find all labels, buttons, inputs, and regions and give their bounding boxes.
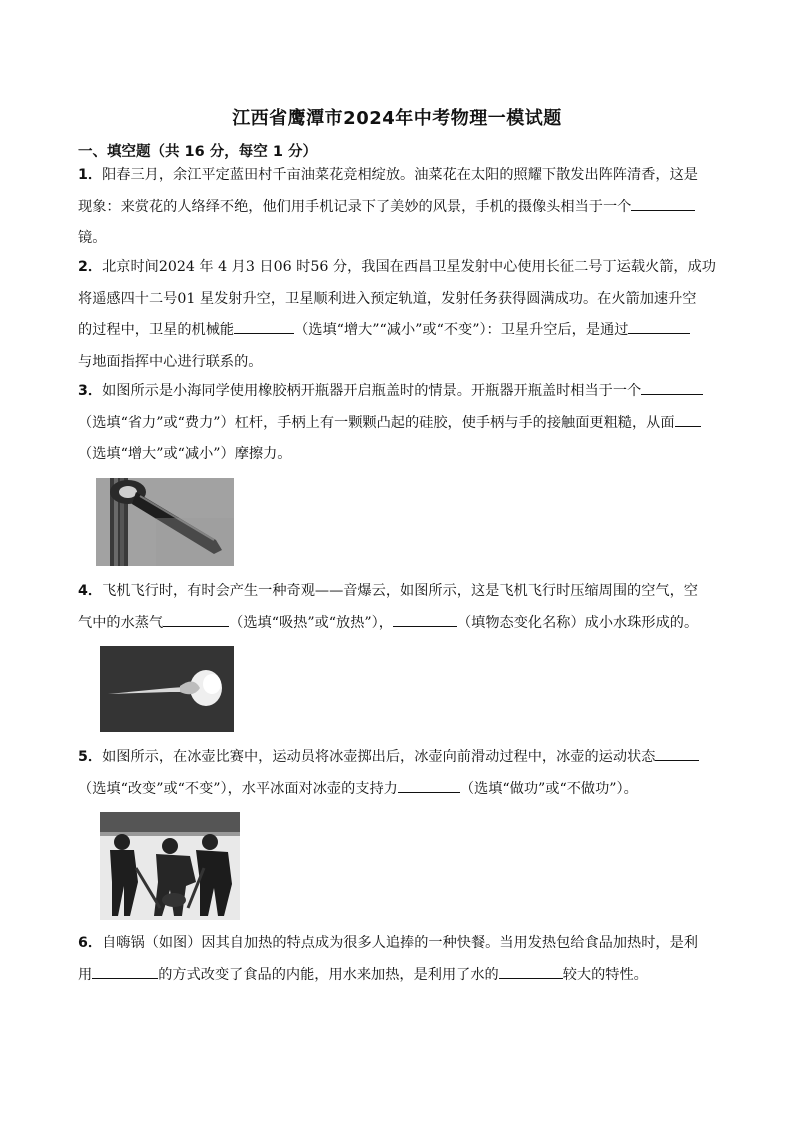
question-text: 阳春三月，余江平定蓝田村千亩油菜花竞相绽放。油菜花在太阳的照耀下散发出阵阵清香，这是	[102, 167, 698, 183]
question-number: 5．	[78, 749, 103, 765]
question-text: 如图所示，在冰壶比赛中，运动员将冰壶掷出后，冰壶向前滑动过程中，冰壶的运动状态	[102, 749, 656, 765]
question-3	[78, 376, 718, 471]
bottle-opener-photo	[96, 478, 234, 566]
question-text: （选填“吸热”或“放热”），	[229, 614, 393, 631]
answer-blank[interactable]	[234, 319, 294, 334]
answer-blank[interactable]	[398, 778, 460, 793]
question-text: （选填“做功”或“不做功”）。	[459, 780, 638, 797]
question-text: 气中的水蒸气	[78, 614, 164, 631]
question-text: 飞机飞行时，有时会产生一种奇观——音爆云，如图所示，这是飞机飞行时压缩周围的空气，空	[102, 583, 698, 599]
question-number: 6．	[78, 935, 103, 951]
question-5	[78, 742, 718, 805]
question-text: 的方式改变了食品的内能，用水来加热，是利用了水的	[158, 966, 499, 983]
question-text: （选填“增大”或“减小”）摩擦力。	[78, 446, 292, 462]
question-2	[78, 252, 718, 378]
question-text: 的过程中，卫星的机械能	[78, 322, 235, 338]
question-text: （选填“改变”或“不变”），水平冰面对冰壶的支持力	[78, 780, 398, 797]
answer-blank[interactable]	[499, 964, 563, 979]
question-text: （选填“省力”或“费力”）杠杆，手柄上有一颗颗凸起的硅胶，使手柄与手的接触面更粗糙，从面	[78, 414, 675, 431]
question-number: 2．	[78, 259, 103, 275]
answer-blank[interactable]	[92, 964, 158, 979]
answer-blank[interactable]	[163, 612, 229, 627]
question-text: 自嗨锅（如图）因其自加热的特点成为很多人追捧的一种快餐。当用发热包给食品加热时，是利	[102, 935, 698, 951]
sonic-boom-photo	[100, 646, 234, 732]
question-4	[78, 576, 718, 639]
question-text: 将遥感四十二号01 星发射升空，卫星顺利进入预定轨道，发射任务获得圆满成功。在火箭加速升空	[78, 290, 697, 307]
answer-blank[interactable]	[631, 196, 695, 211]
exam-title: 江西省鹰潭市2024年中考物理一模试题	[232, 108, 562, 129]
answer-blank[interactable]	[655, 746, 699, 761]
section-heading: 一、填空题（共 16 分，每空 1 分）	[78, 144, 317, 160]
question-text: 北京时间2024 年 4 月3 日06 时56 分，我国在西昌卫星发射中心使用长征二号丁运载火箭，成功	[102, 259, 716, 275]
answer-blank[interactable]	[641, 380, 703, 395]
curling-photo	[100, 812, 240, 920]
question-1	[78, 160, 718, 255]
question-text: 现象：来赏花的人络绎不绝，他们用手机记录下了美妙的风景，手机的摄像头相当于一个	[78, 198, 632, 215]
question-text: 较大的特性。	[562, 966, 648, 983]
question-6	[78, 928, 718, 991]
answer-blank[interactable]	[675, 412, 701, 427]
question-text: 用	[78, 966, 93, 983]
question-number: 1．	[78, 167, 103, 183]
question-text: 镜。	[78, 230, 107, 246]
question-number: 3．	[78, 383, 103, 399]
question-text: 与地面指挥中心进行联系的。	[78, 353, 263, 370]
question-text: （选填“增大”“减小”或“不变”）：卫星升空后，是通过	[294, 322, 629, 338]
question-text: 如图所示是小海同学使用橡胶柄开瓶器开启瓶盖时的情景。开瓶器开瓶盖时相当于一个	[102, 383, 642, 399]
question-number: 4．	[78, 583, 103, 599]
answer-blank[interactable]	[628, 319, 690, 334]
answer-blank[interactable]	[393, 612, 457, 627]
question-text: （填物态变化名称）成小水珠形成的。	[456, 614, 699, 631]
